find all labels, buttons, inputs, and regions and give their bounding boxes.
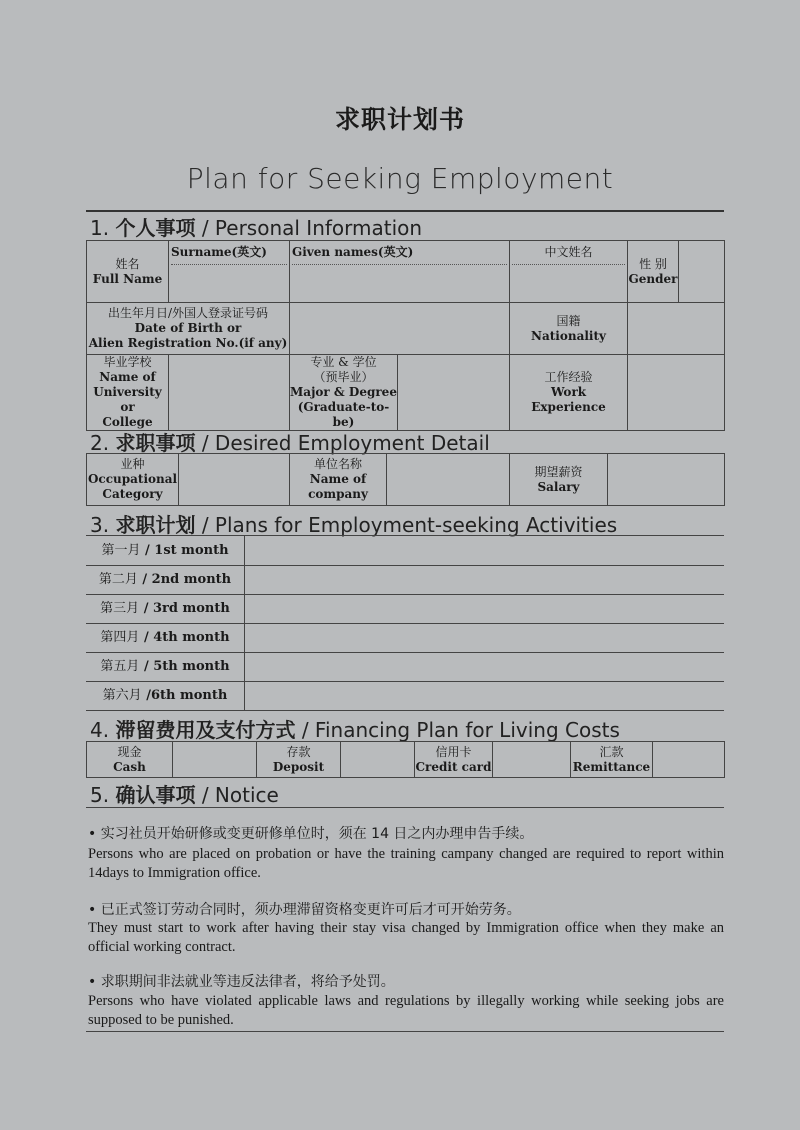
section-1-heading: 1. 个人事项 / Personal Information xyxy=(90,216,423,240)
section-rule xyxy=(86,807,724,808)
section-2-heading: 2. 求职事项 / Desired Employment Detail xyxy=(90,431,490,455)
nationality-field[interactable] xyxy=(628,303,725,355)
personal-info-table xyxy=(86,240,725,431)
chinese-name-field[interactable]: 中文姓名 xyxy=(510,241,628,303)
dob-label: 出生年月日/外国人登录证号码 Date of Birth or Alien Registration No.(if any) xyxy=(87,303,290,355)
month-row xyxy=(86,652,724,682)
section-5-heading: 5. 确认事项 / Notice xyxy=(90,783,279,807)
month-plan-field[interactable] xyxy=(245,623,724,652)
month-row xyxy=(86,565,724,595)
section-4-heading: 4. 滞留费用及支付方式 / Financing Plan for Living Costs xyxy=(90,718,620,742)
gender-label: 性 别 Gender xyxy=(628,241,679,303)
university-label: 毕业学校 Name of University or College xyxy=(87,355,169,431)
month-label: 第一月 / 1st month xyxy=(86,536,245,565)
company-label: 单位名称 Name of company xyxy=(290,454,387,506)
month-plan-field[interactable] xyxy=(245,594,724,623)
bottom-rule xyxy=(86,1031,724,1032)
salary-field[interactable] xyxy=(608,454,725,506)
section-3-heading: 3. 求职计划 / Plans for Employment-seeking Activities xyxy=(90,513,618,537)
month-row xyxy=(86,594,724,624)
notice-1-english: Persons who are placed on probation or have the training campany changed are required to report within 14days to Immigration office. xyxy=(88,846,724,881)
remittance-label: 汇款 Remittance xyxy=(571,742,653,778)
work-experience-label: 工作经验 Work Experience xyxy=(510,355,628,431)
month-plan-field[interactable] xyxy=(245,565,724,594)
credit-card-field[interactable] xyxy=(493,742,571,778)
month-plan-field[interactable] xyxy=(245,536,724,565)
remittance-field[interactable] xyxy=(653,742,725,778)
month-row xyxy=(86,536,724,566)
notice-2-chinese: • 已正式签订劳动合同时，须办理滞留资格变更许可后才可开始劳务。 xyxy=(88,902,521,918)
nationality-label: 国籍 Nationality xyxy=(510,303,628,355)
dob-field[interactable] xyxy=(290,303,510,355)
full-name-label: 姓名 Full Name xyxy=(87,241,169,303)
salary-label: 期望薪资 Salary xyxy=(510,454,608,506)
month-label: 第二月 / 2nd month xyxy=(86,565,245,594)
notice-3-chinese: • 求职期间非法就业等违反法律者，将给予处罚。 xyxy=(88,974,395,990)
month-label: 第五月 / 5th month xyxy=(86,652,245,681)
cash-label: 现金 Cash xyxy=(87,742,173,778)
notice-3-english: Persons who have violated applicable laws and regulations by illegally working while seeking jobs are supposed to be punished. xyxy=(88,993,724,1028)
desired-employment-table xyxy=(86,453,725,506)
financing-table xyxy=(86,741,725,778)
title-chinese: 求职计划书 xyxy=(334,105,465,134)
given-names-field[interactable]: Given names(英文) xyxy=(290,241,510,303)
deposit-field[interactable] xyxy=(341,742,415,778)
month-row xyxy=(86,623,724,653)
cash-field[interactable] xyxy=(173,742,257,778)
deposit-label: 存款 Deposit xyxy=(257,742,341,778)
company-field[interactable] xyxy=(387,454,510,506)
notice-1-chinese: • 实习社员开始研修或变更研修单位时，须在 14 日之内办理申告手续。 xyxy=(88,826,534,842)
credit-card-label: 信用卡 Credit card xyxy=(415,742,493,778)
title-english: Plan for Seeking Employment xyxy=(186,162,614,195)
occupation-field[interactable] xyxy=(179,454,290,506)
occupation-label: 业种 Occupational Category xyxy=(87,454,179,506)
month-plan-field[interactable] xyxy=(245,652,724,681)
major-field[interactable] xyxy=(398,355,510,431)
month-row xyxy=(86,681,724,711)
month-label: 第四月 / 4th month xyxy=(86,623,245,652)
surname-field[interactable]: Surname(英文) xyxy=(169,241,290,303)
month-label: 第三月 / 3rd month xyxy=(86,594,245,623)
gender-field[interactable] xyxy=(679,241,725,303)
major-label: 专业 & 学位 （预毕业） Major & Degree (Graduate-to-be) xyxy=(290,355,397,429)
university-field[interactable] xyxy=(169,355,290,431)
month-plan-field[interactable] xyxy=(245,681,724,710)
notice-2-english: They must start to work after having their stay visa changed by Immigration office when they make an official working contract. xyxy=(88,920,724,955)
work-experience-field[interactable] xyxy=(628,355,725,431)
month-label: 第六月 /6th month xyxy=(86,681,245,710)
